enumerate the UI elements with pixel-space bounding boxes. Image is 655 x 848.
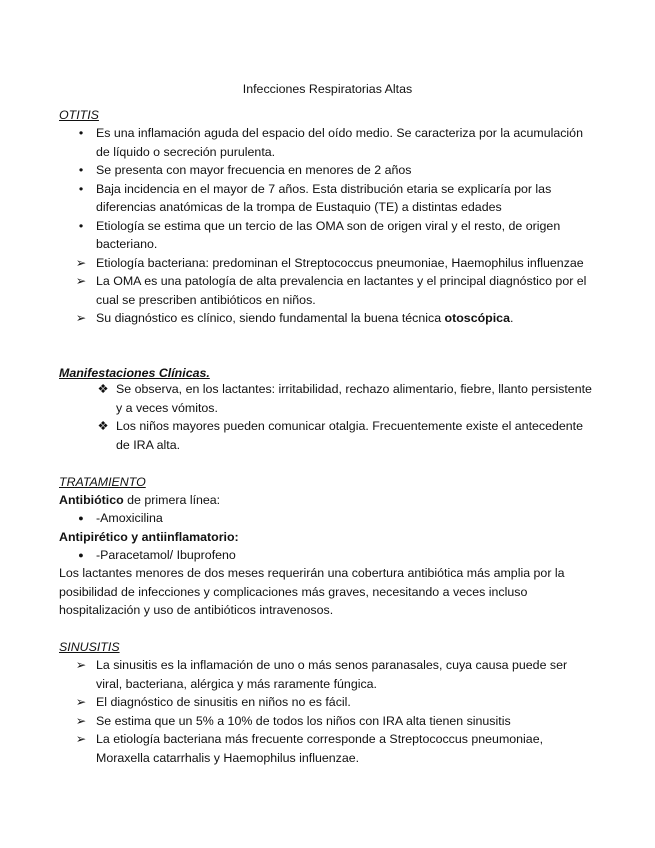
arrow-bullet-icon: ➢ <box>75 713 87 728</box>
bullet-icon: • <box>78 181 84 196</box>
list-item <box>75 730 588 767</box>
antipiretico-item-text: -Paracetamol/ Ibuprofeno <box>96 548 236 562</box>
list-item-suffix: . <box>509 311 514 325</box>
section-heading-manifestaciones: Manifestaciones Clínicas. <box>59 366 210 380</box>
antibiotico-item <box>78 509 626 528</box>
antibiotico-rest: de primera línea: <box>123 493 221 507</box>
bold-term: otoscópica <box>444 311 510 325</box>
diamond-bullet-icon: ❖ <box>97 382 109 396</box>
antipiretico-item <box>78 546 626 565</box>
list-item <box>97 380 598 417</box>
list-item <box>78 161 596 180</box>
dot-bullet-icon: ● <box>78 550 84 560</box>
diamond-bullet-icon: ❖ <box>97 419 109 433</box>
list-item <box>75 309 596 328</box>
arrow-bullet-icon: ➢ <box>75 658 87 672</box>
antibiotico-line <box>59 491 589 510</box>
antibiotico-label: Antibiótico <box>59 493 124 507</box>
bullet-icon: • <box>78 218 84 233</box>
list-item <box>75 272 596 309</box>
list-item-text: Se presenta con mayor frecuencia en menores de 2 años <box>96 163 412 177</box>
list-item-text: Etiología bacteriana: predominan el Streptococcus pneumoniae, Haemophilus influenzae <box>96 255 584 270</box>
dot-bullet-icon: ● <box>78 513 84 523</box>
list-item-text: La OMA es una patología de alta prevalencia en lactantes y el principal diagnóstico por el cual se prescriben antibióticos en niños. <box>96 274 587 307</box>
bullet-icon: • <box>78 163 84 177</box>
tratamiento-paragraph: Los lactantes menores de dos meses requerirán una cobertura antibiótica más amplia por la posibilidad de infecciones y complicaciones más graves, necesitando a veces incluso hospitalización y uso de antibióticos intravenosos. <box>59 566 565 617</box>
list-item <box>75 712 588 731</box>
list-item-text: La sinusitis es la inflamación de uno o más senos paranasales, cuya causa puede ser viral, bacteriana, alérgica y más raramente fúngica. <box>96 658 568 691</box>
list-item <box>78 217 596 254</box>
manifestaciones-list <box>97 380 598 454</box>
antipiretico-label: Antipirético y antiinflamatorio: <box>59 530 239 544</box>
list-item-text: Baja incidencia en el mayor de 7 años. Esta distribución etaria se explicaría por las diferencias anatómicas de la trompa de Eustaquio (TE) a distintas edades <box>96 181 552 214</box>
list-item-text: El diagnóstico de sinusitis en niños no es fácil. <box>96 695 351 709</box>
list-item-text: Etiología se estima que un tercio de las OMA son de origen viral y el resto, de origen bacteriano. <box>96 218 561 251</box>
arrow-bullet-icon: ➢ <box>75 695 87 709</box>
list-item <box>75 254 596 273</box>
section-heading-otitis: OTITIS <box>59 108 99 122</box>
list-item <box>97 417 598 454</box>
otitis-bullet-list <box>75 124 596 328</box>
list-item <box>78 124 596 161</box>
antibiotico-item-text: -Amoxicilina <box>96 511 163 525</box>
list-item-text: Su diagnóstico es clínico, siendo fundamental la buena técnica <box>96 311 445 325</box>
list-item-text: Se estima que un 5% a 10% de todos los niños con IRA alta tienen sinusitis <box>96 713 511 728</box>
arrow-bullet-icon: ➢ <box>75 732 87 746</box>
list-item-text: Los niños mayores pueden comunicar otalgia. Frecuentemente existe el antecedente de IRA alta. <box>116 419 583 452</box>
list-item <box>75 656 588 693</box>
document-title: Infecciones Respiratorias Altas <box>242 82 413 96</box>
list-item <box>78 180 596 217</box>
list-item-text: La etiología bacteriana más frecuente corresponde a Streptococcus pneumoniae, Moraxella catarrhalis y Haemophilus influenzae. <box>96 732 544 765</box>
arrow-bullet-icon: ➢ <box>75 311 87 325</box>
section-heading-sinusitis: SINUSITIS <box>59 640 120 654</box>
section-heading-tratamiento: TRATAMIENTO <box>59 475 146 489</box>
sinusitis-list <box>75 656 588 767</box>
list-item-text: Es una inflamación aguda del espacio del oído medio. Se caracteriza por la acumulación de líquido o secreción purulenta. <box>96 126 583 159</box>
list-item-text: Se observa, en los lactantes: irritabilidad, rechazo alimentario, fiebre, llanto persistente y a veces vómitos. <box>116 382 592 415</box>
arrow-bullet-icon: ➢ <box>75 255 87 270</box>
list-item <box>75 693 588 712</box>
bullet-icon: • <box>78 126 84 140</box>
arrow-bullet-icon: ➢ <box>75 274 87 288</box>
